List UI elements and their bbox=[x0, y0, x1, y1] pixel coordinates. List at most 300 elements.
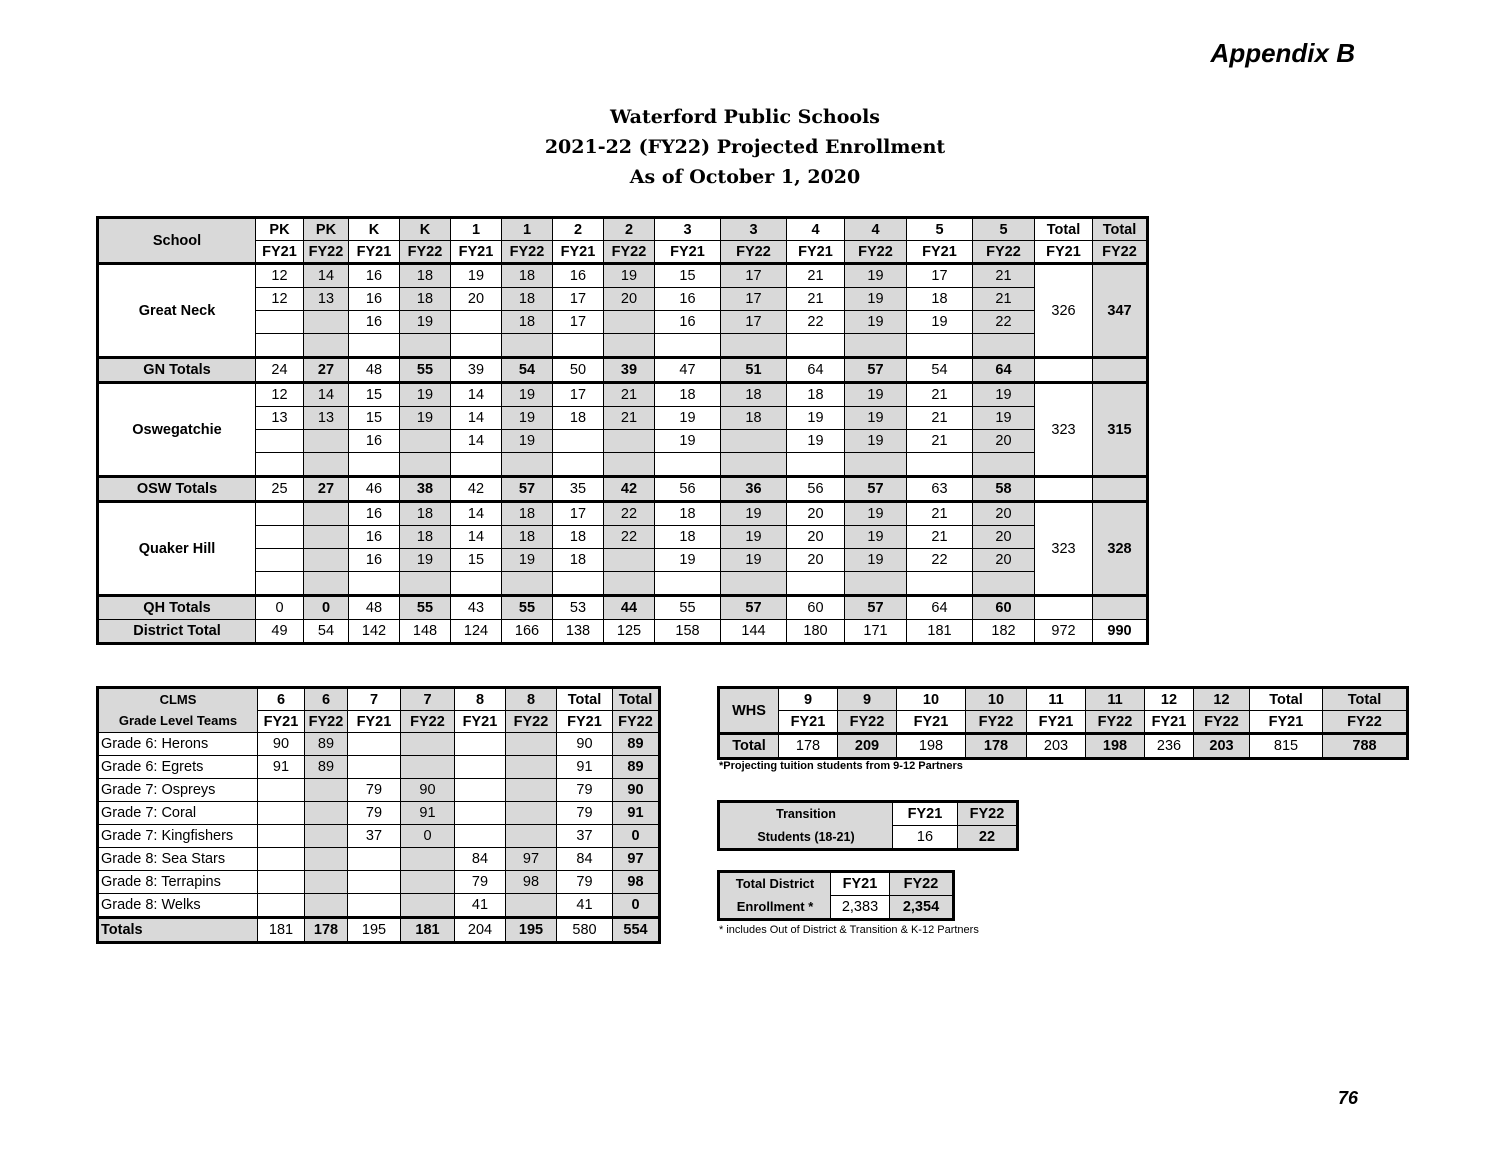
enrollment-cell bbox=[604, 311, 655, 334]
totals-cell: 51 bbox=[721, 358, 787, 383]
totals-cell: 53 bbox=[553, 596, 604, 620]
enrollment-cell bbox=[304, 572, 349, 596]
district-total-cell: 125 bbox=[604, 620, 655, 644]
school-row bbox=[98, 264, 1148, 288]
enrollment-cell bbox=[451, 453, 502, 477]
enrollment-cell: 20 bbox=[604, 288, 655, 311]
clms-totals-cell: 204 bbox=[455, 918, 506, 943]
totals-label: OSW Totals bbox=[98, 477, 256, 502]
whs-year-header: FY22 bbox=[838, 711, 897, 734]
year-header: FY21 bbox=[1035, 241, 1093, 264]
district-enrollment-table bbox=[717, 870, 955, 921]
enrollment-cell bbox=[349, 572, 400, 596]
enrollment-cell bbox=[973, 453, 1035, 477]
enrollment-cell bbox=[721, 572, 787, 596]
enrollment-cell: 21 bbox=[787, 288, 845, 311]
whs-year-header: FY22 bbox=[1194, 711, 1250, 734]
transition-header: FY21 bbox=[893, 802, 958, 826]
clms-header: FY21 bbox=[348, 711, 401, 733]
team-value: 0 bbox=[613, 825, 660, 848]
school-row bbox=[98, 288, 1148, 311]
clms-totals-label: Totals bbox=[98, 918, 258, 943]
year-header: FY22 bbox=[1093, 241, 1148, 264]
enrollment-cell: 14 bbox=[451, 383, 502, 407]
totals-cell: 64 bbox=[787, 358, 845, 383]
enrollment-cell: 19 bbox=[907, 311, 973, 334]
title-line: Waterford Public Schools bbox=[610, 106, 880, 128]
clms-header-row bbox=[98, 711, 660, 733]
team-value bbox=[305, 894, 348, 918]
team-value bbox=[348, 894, 401, 918]
enrollment-cell: 16 bbox=[655, 288, 721, 311]
team-value: 91 bbox=[613, 802, 660, 825]
whs-year-header: FY22 bbox=[1086, 711, 1145, 734]
enrollment-cell: 13 bbox=[256, 407, 304, 430]
grade-header: PK bbox=[256, 218, 304, 241]
page-number: 76 bbox=[1337, 1088, 1358, 1108]
school-header: School bbox=[98, 218, 256, 264]
enrollment-cell: 21 bbox=[604, 407, 655, 430]
enrollment-cell: 18 bbox=[721, 407, 787, 430]
clms-totals-cell: 181 bbox=[258, 918, 305, 943]
grade-header: 1 bbox=[502, 218, 553, 241]
whs-grade-header: Total bbox=[1323, 688, 1408, 711]
enrollment-cell bbox=[256, 526, 304, 549]
enrollment-cell: 20 bbox=[973, 502, 1035, 526]
enrollment-cell: 19 bbox=[845, 502, 907, 526]
enrollment-note: * includes Out of District & Transition & K-12 Partners bbox=[719, 924, 979, 936]
clms-team-row bbox=[98, 848, 660, 871]
enrollment-cell bbox=[256, 334, 304, 358]
clms-header: CLMS bbox=[98, 688, 258, 711]
team-value bbox=[258, 802, 305, 825]
whs-total-label: Total bbox=[719, 734, 779, 759]
whs-grade-header: 9 bbox=[838, 688, 897, 711]
team-value bbox=[305, 802, 348, 825]
totals-cell: 56 bbox=[655, 477, 721, 502]
school-totals-row bbox=[98, 358, 1148, 383]
whs-grade-header: 10 bbox=[966, 688, 1027, 711]
enrollment-cell: 20 bbox=[451, 288, 502, 311]
whs-grade-header: 12 bbox=[1194, 688, 1250, 711]
enrollment-cell: 19 bbox=[787, 430, 845, 453]
enrollment-cell bbox=[655, 453, 721, 477]
whs-total-cell: 198 bbox=[1086, 734, 1145, 759]
totals-cell bbox=[1093, 596, 1148, 620]
year-header: FY22 bbox=[400, 241, 451, 264]
totals-cell bbox=[1093, 477, 1148, 502]
whs-grade-header: 9 bbox=[779, 688, 838, 711]
clms-header: FY22 bbox=[305, 711, 348, 733]
enrollment-cell bbox=[451, 572, 502, 596]
team-value: 79 bbox=[557, 802, 613, 825]
clms-team-row bbox=[98, 825, 660, 848]
totals-cell: 50 bbox=[553, 358, 604, 383]
enrollment-cell: 19 bbox=[845, 407, 907, 430]
enrollment-value: 2,383 bbox=[831, 896, 890, 920]
enrollment-cell: 19 bbox=[400, 407, 451, 430]
enrollment-cell: 21 bbox=[907, 502, 973, 526]
clms-header: FY21 bbox=[258, 711, 305, 733]
team-value bbox=[305, 848, 348, 871]
enrollment-cell: 15 bbox=[451, 549, 502, 572]
whs-header-row bbox=[719, 711, 1408, 734]
team-value: 79 bbox=[455, 871, 506, 894]
year-header: FY22 bbox=[304, 241, 349, 264]
enrollment-cell: 14 bbox=[451, 526, 502, 549]
clms-team-row bbox=[98, 802, 660, 825]
enrollment-cell: 22 bbox=[787, 311, 845, 334]
header-row bbox=[98, 218, 1148, 241]
enrollment-cell: 18 bbox=[655, 383, 721, 407]
enrollment-cell bbox=[304, 430, 349, 453]
enrollment-cell: 13 bbox=[304, 407, 349, 430]
enrollment-cell: 16 bbox=[553, 264, 604, 288]
team-value: 89 bbox=[613, 756, 660, 779]
team-value: 37 bbox=[557, 825, 613, 848]
clms-header: 6 bbox=[305, 688, 348, 711]
whs-total-cell: 178 bbox=[966, 734, 1027, 759]
transition-value: 22 bbox=[958, 826, 1018, 850]
enrollment-cell bbox=[451, 311, 502, 334]
enrollment-cell: 18 bbox=[502, 311, 553, 334]
team-value bbox=[506, 779, 557, 802]
enrollment-cell bbox=[400, 430, 451, 453]
enrollment-cell: 14 bbox=[451, 502, 502, 526]
clms-totals-cell: 195 bbox=[348, 918, 401, 943]
transition-header: FY22 bbox=[958, 802, 1018, 826]
whs-total-cell: 203 bbox=[1194, 734, 1250, 759]
enrollment-cell bbox=[787, 453, 845, 477]
enrollment-cell: 21 bbox=[907, 407, 973, 430]
enrollment-cell: 17 bbox=[553, 311, 604, 334]
district-total-cell: 124 bbox=[451, 620, 502, 644]
whs-total-cell: 209 bbox=[838, 734, 897, 759]
district-total-cell: 990 bbox=[1093, 620, 1148, 644]
team-value: 41 bbox=[557, 894, 613, 918]
enrollment-cell: 16 bbox=[349, 430, 400, 453]
team-value: 84 bbox=[455, 848, 506, 871]
enrollment-cell: 17 bbox=[907, 264, 973, 288]
totals-cell: 54 bbox=[907, 358, 973, 383]
enrollment-cell: 19 bbox=[655, 407, 721, 430]
enrollment-label: Enrollment * bbox=[719, 896, 831, 920]
enrollment-cell bbox=[973, 334, 1035, 358]
enrollment-cell bbox=[845, 334, 907, 358]
team-value: 91 bbox=[258, 756, 305, 779]
enrollment-cell: 16 bbox=[349, 288, 400, 311]
enrollment-cell bbox=[655, 572, 721, 596]
team-value bbox=[305, 871, 348, 894]
team-name: Grade 7: Coral bbox=[98, 802, 258, 825]
enrollment-cell: 18 bbox=[907, 288, 973, 311]
school-total-fy22: 328 bbox=[1093, 502, 1148, 596]
school-row bbox=[98, 549, 1148, 572]
totals-cell: 57 bbox=[502, 477, 553, 502]
year-header: FY21 bbox=[451, 241, 502, 264]
whs-grade-header: 12 bbox=[1145, 688, 1194, 711]
team-value bbox=[506, 825, 557, 848]
enrollment-cell: 15 bbox=[349, 383, 400, 407]
clms-header: 8 bbox=[506, 688, 557, 711]
grade-header: K bbox=[400, 218, 451, 241]
clms-header: FY21 bbox=[557, 711, 613, 733]
enrollment-cell: 21 bbox=[907, 430, 973, 453]
school-row bbox=[98, 334, 1148, 358]
enrollment-cell bbox=[553, 430, 604, 453]
enrollment-cell: 19 bbox=[502, 430, 553, 453]
whs-total-cell: 815 bbox=[1250, 734, 1323, 759]
team-value: 98 bbox=[613, 871, 660, 894]
team-value: 90 bbox=[613, 779, 660, 802]
district-total-row bbox=[98, 620, 1148, 644]
enrollment-cell bbox=[721, 430, 787, 453]
enrollment-cell bbox=[604, 572, 655, 596]
totals-cell bbox=[1035, 477, 1093, 502]
district-total-cell: 158 bbox=[655, 620, 721, 644]
enrollment-cell: 19 bbox=[502, 549, 553, 572]
enrollment-cell bbox=[907, 572, 973, 596]
district-total-cell: 148 bbox=[400, 620, 451, 644]
clms-header: Total bbox=[557, 688, 613, 711]
totals-cell: 35 bbox=[553, 477, 604, 502]
enrollment-cell: 15 bbox=[655, 264, 721, 288]
totals-cell: 47 bbox=[655, 358, 721, 383]
team-value bbox=[455, 779, 506, 802]
school-total-fy22: 347 bbox=[1093, 264, 1148, 358]
enrollment-cell: 19 bbox=[400, 383, 451, 407]
enrollment-cell: 19 bbox=[400, 549, 451, 572]
school-row bbox=[98, 383, 1148, 407]
enrollment-cell: 19 bbox=[400, 311, 451, 334]
clms-totals-cell: 554 bbox=[613, 918, 660, 943]
enrollment-cell bbox=[721, 453, 787, 477]
enrollment-cell: 20 bbox=[973, 549, 1035, 572]
totals-cell: 57 bbox=[845, 358, 907, 383]
totals-cell: 54 bbox=[502, 358, 553, 383]
enrollment-cell: 18 bbox=[400, 288, 451, 311]
school-row bbox=[98, 502, 1148, 526]
totals-cell: 56 bbox=[787, 477, 845, 502]
team-value bbox=[401, 848, 455, 871]
enrollment-cell bbox=[502, 334, 553, 358]
totals-cell: 38 bbox=[400, 477, 451, 502]
enrollment-cell: 19 bbox=[973, 383, 1035, 407]
district-total-cell: 180 bbox=[787, 620, 845, 644]
clms-header: FY22 bbox=[613, 711, 660, 733]
enrollment-cell bbox=[553, 334, 604, 358]
district-total-cell: 54 bbox=[304, 620, 349, 644]
district-total-cell: 144 bbox=[721, 620, 787, 644]
team-value: 79 bbox=[348, 779, 401, 802]
clms-header: 7 bbox=[401, 688, 455, 711]
enrollment-label: Total District bbox=[719, 872, 831, 896]
enrollment-cell: 14 bbox=[451, 430, 502, 453]
team-value: 90 bbox=[258, 733, 305, 756]
enrollment-cell: 18 bbox=[721, 383, 787, 407]
team-value bbox=[455, 756, 506, 779]
school-name: Great Neck bbox=[98, 264, 256, 358]
grade-header: 2 bbox=[553, 218, 604, 241]
enrollment-cell bbox=[256, 502, 304, 526]
district-total-cell: 138 bbox=[553, 620, 604, 644]
totals-label: GN Totals bbox=[98, 358, 256, 383]
year-header: FY21 bbox=[655, 241, 721, 264]
enrollment-cell bbox=[256, 453, 304, 477]
school-total-fy21: 326 bbox=[1035, 264, 1093, 358]
team-name: Grade 8: Terrapins bbox=[98, 871, 258, 894]
enrollment-cell: 21 bbox=[973, 288, 1035, 311]
whs-grade-header: Total bbox=[1250, 688, 1323, 711]
clms-totals-cell: 181 bbox=[401, 918, 455, 943]
enrollment-cell: 18 bbox=[787, 383, 845, 407]
clms-table bbox=[96, 686, 661, 944]
totals-cell: 57 bbox=[721, 596, 787, 620]
totals-cell: 46 bbox=[349, 477, 400, 502]
totals-cell: 55 bbox=[400, 596, 451, 620]
team-value bbox=[305, 779, 348, 802]
enrollment-cell: 19 bbox=[502, 383, 553, 407]
enrollment-cell: 17 bbox=[721, 288, 787, 311]
enrollment-cell bbox=[304, 526, 349, 549]
clms-header: 6 bbox=[258, 688, 305, 711]
enrollment-cell: 16 bbox=[349, 502, 400, 526]
enrollment-cell: 19 bbox=[845, 311, 907, 334]
clms-team-row bbox=[98, 733, 660, 756]
school-totals-row bbox=[98, 477, 1148, 502]
team-value: 0 bbox=[613, 894, 660, 918]
clms-header: 7 bbox=[348, 688, 401, 711]
team-value bbox=[258, 825, 305, 848]
enrollment-cell bbox=[604, 453, 655, 477]
enrollment-cell bbox=[787, 334, 845, 358]
enrollment-cell bbox=[451, 334, 502, 358]
district-total-cell: 972 bbox=[1035, 620, 1093, 644]
grade-header: 1 bbox=[451, 218, 502, 241]
enrollment-cell: 21 bbox=[604, 383, 655, 407]
enrollment-cell bbox=[553, 572, 604, 596]
enrollment-cell bbox=[907, 334, 973, 358]
enrollment-cell bbox=[256, 311, 304, 334]
team-value bbox=[401, 756, 455, 779]
totals-cell: 48 bbox=[349, 358, 400, 383]
totals-cell: 39 bbox=[604, 358, 655, 383]
team-value: 37 bbox=[348, 825, 401, 848]
enrollment-cell: 19 bbox=[845, 383, 907, 407]
clms-header: Total bbox=[613, 688, 660, 711]
enrollment-cell: 17 bbox=[721, 264, 787, 288]
totals-cell bbox=[1093, 358, 1148, 383]
district-total-cell: 49 bbox=[256, 620, 304, 644]
team-value bbox=[348, 871, 401, 894]
enrollment-cell: 17 bbox=[721, 311, 787, 334]
totals-cell: 63 bbox=[907, 477, 973, 502]
grade-header: 3 bbox=[721, 218, 787, 241]
totals-cell: 44 bbox=[604, 596, 655, 620]
enrollment-cell bbox=[304, 334, 349, 358]
totals-cell: 57 bbox=[845, 596, 907, 620]
transition-table bbox=[717, 800, 1019, 851]
enrollment-cell: 18 bbox=[400, 502, 451, 526]
enrollment-cell: 19 bbox=[973, 407, 1035, 430]
team-value bbox=[258, 894, 305, 918]
team-value: 91 bbox=[401, 802, 455, 825]
whs-year-header: FY22 bbox=[1323, 711, 1408, 734]
grade-header: 4 bbox=[787, 218, 845, 241]
totals-label: QH Totals bbox=[98, 596, 256, 620]
whs-label: WHS bbox=[719, 688, 779, 734]
enrollment-cell bbox=[787, 572, 845, 596]
year-header: FY22 bbox=[604, 241, 655, 264]
team-value: 97 bbox=[506, 848, 557, 871]
enrollment-cell bbox=[256, 572, 304, 596]
enrollment-cell: 18 bbox=[502, 502, 553, 526]
year-header: FY22 bbox=[845, 241, 907, 264]
team-value: 98 bbox=[506, 871, 557, 894]
enrollment-cell: 20 bbox=[787, 502, 845, 526]
enrollment-cell bbox=[973, 572, 1035, 596]
enrollment-cell bbox=[349, 453, 400, 477]
enrollment-cell: 21 bbox=[907, 383, 973, 407]
totals-cell: 39 bbox=[451, 358, 502, 383]
enrollment-cell: 12 bbox=[256, 264, 304, 288]
enrollment-cell: 19 bbox=[845, 430, 907, 453]
school-row bbox=[98, 453, 1148, 477]
enrollment-cell: 16 bbox=[349, 549, 400, 572]
whs-table bbox=[717, 686, 1409, 760]
enrollment-cell bbox=[845, 453, 907, 477]
whs-grade-header: 11 bbox=[1027, 688, 1086, 711]
team-value bbox=[258, 779, 305, 802]
team-value: 79 bbox=[557, 871, 613, 894]
enrollment-cell bbox=[304, 502, 349, 526]
totals-cell bbox=[1035, 596, 1093, 620]
enrollment-cell: 18 bbox=[655, 526, 721, 549]
whs-total-cell: 203 bbox=[1027, 734, 1086, 759]
grade-header: 2 bbox=[604, 218, 655, 241]
enrollment-cell bbox=[721, 334, 787, 358]
totals-cell: 64 bbox=[907, 596, 973, 620]
whs-total-cell: 788 bbox=[1323, 734, 1408, 759]
enrollment-cell: 13 bbox=[304, 288, 349, 311]
enrollment-cell: 20 bbox=[787, 526, 845, 549]
enrollment-cell: 20 bbox=[973, 430, 1035, 453]
whs-year-header: FY21 bbox=[1027, 711, 1086, 734]
enrollment-cell bbox=[907, 453, 973, 477]
year-header: FY21 bbox=[349, 241, 400, 264]
totals-cell: 58 bbox=[973, 477, 1035, 502]
enrollment-cell bbox=[845, 572, 907, 596]
whs-grade-header: 11 bbox=[1086, 688, 1145, 711]
clms-team-row bbox=[98, 779, 660, 802]
enrollment-cell: 16 bbox=[655, 311, 721, 334]
enrollment-cell: 19 bbox=[845, 526, 907, 549]
clms-totals-cell: 195 bbox=[506, 918, 557, 943]
year-header: FY21 bbox=[256, 241, 304, 264]
enrollment-cell bbox=[655, 334, 721, 358]
totals-cell bbox=[1035, 358, 1093, 383]
totals-cell: 48 bbox=[349, 596, 400, 620]
appendix-label: Appendix B bbox=[1210, 38, 1355, 68]
totals-cell: 57 bbox=[845, 477, 907, 502]
team-name: Grade 8: Sea Stars bbox=[98, 848, 258, 871]
enrollment-cell: 14 bbox=[304, 383, 349, 407]
totals-cell: 24 bbox=[256, 358, 304, 383]
district-total-cell: 166 bbox=[502, 620, 553, 644]
district-total-cell: 182 bbox=[973, 620, 1035, 644]
totals-cell: 60 bbox=[973, 596, 1035, 620]
enrollment-cell: 18 bbox=[553, 549, 604, 572]
